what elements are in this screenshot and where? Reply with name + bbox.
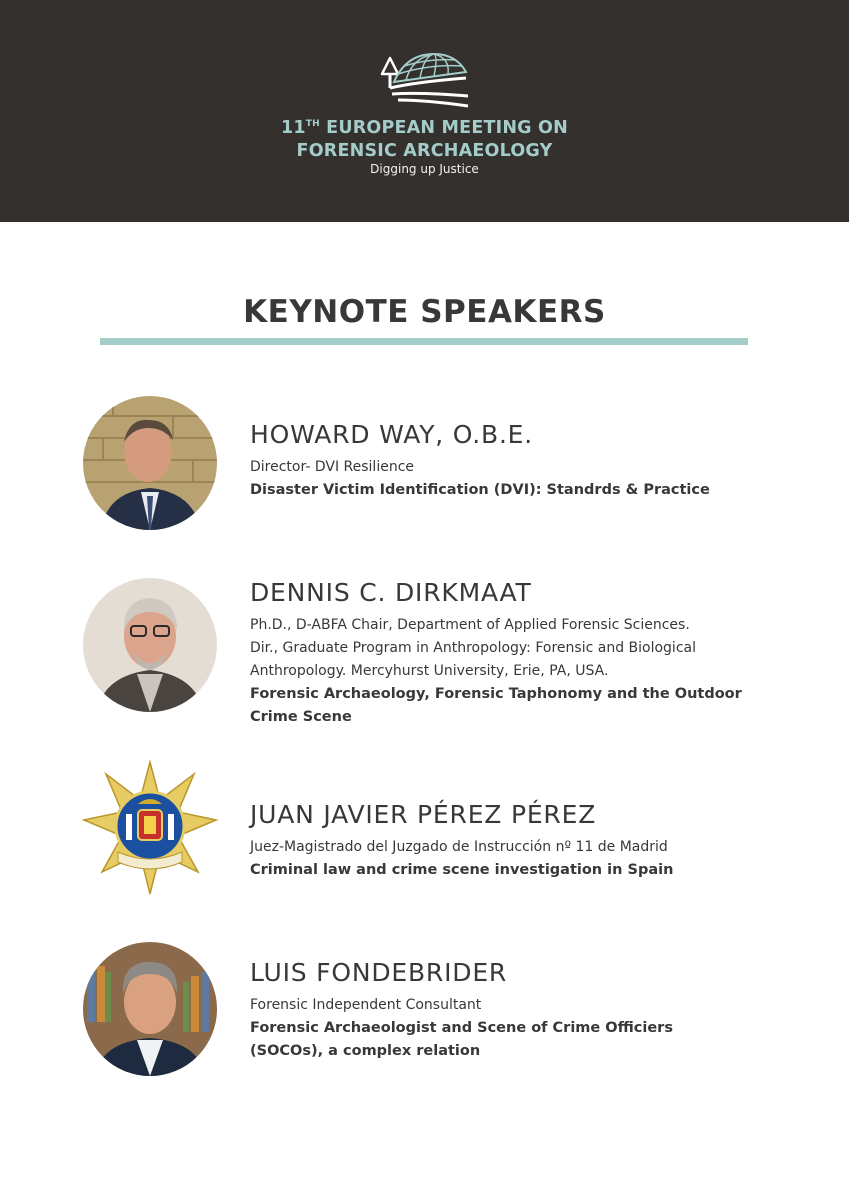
forensic-police-star-emblem-icon <box>82 760 218 896</box>
section-title: KEYNOTE SPEAKERS <box>243 294 606 330</box>
speaker-photo-avatar <box>83 578 217 712</box>
event-title-line2: FORENSIC ARCHAEOLOGY <box>296 141 553 161</box>
speaker-info <box>250 420 810 502</box>
event-tagline: Digging up Justice <box>370 162 479 176</box>
page-header <box>0 0 849 222</box>
speaker-info <box>250 578 810 729</box>
person-photo-icon <box>83 396 217 530</box>
speaker-talk-title: Forensic Archaeology, Forensic Taphonomy and the Outdoor Crime Scene <box>250 686 742 725</box>
dome-trowel-logo-icon <box>376 48 476 110</box>
speaker-photo-avatar <box>83 396 217 530</box>
speaker-info <box>250 800 810 882</box>
event-title <box>0 113 849 163</box>
speaker-name: HOWARD WAY, O.B.E. <box>250 420 534 449</box>
speaker-photo-avatar <box>83 942 217 1076</box>
event-title-line1: 11TH EUROPEAN MEETING ON <box>281 118 568 138</box>
speaker-role: Director- DVI Resilience <box>250 459 415 475</box>
speaker-role: Ph.D., D-ABFA Chair, Department of Applied Forensic Sciences. Dir., Graduate Program in Anthropology: Forensic and Biological Anthropology. Mercyhurst University, Erie, PA, USA. <box>250 617 696 679</box>
person-photo-icon <box>83 578 217 712</box>
speaker-talk-title: Forensic Archaeologist and Scene of Crime Officiers (SOCOs), a complex relation <box>250 1020 673 1059</box>
section-divider <box>100 338 748 345</box>
speaker-talk-title: Disaster Victim Identification (DVI): Standrds & Practice <box>250 482 710 498</box>
speaker-name: LUIS FONDEBRIDER <box>250 958 508 987</box>
speaker-talk-title: Criminal law and crime scene investigation in Spain <box>250 862 674 878</box>
speaker-name: JUAN JAVIER PÉREZ PÉREZ <box>250 800 597 829</box>
speaker-role: Juez-Magistrado del Juzgado de Instrucción nº 11 de Madrid <box>250 839 668 855</box>
person-photo-icon <box>83 942 217 1076</box>
speaker-role: Forensic Independent Consultant <box>250 997 482 1013</box>
speaker-info <box>250 958 810 1063</box>
speaker-name: DENNIS C. DIRKMAAT <box>250 578 532 607</box>
